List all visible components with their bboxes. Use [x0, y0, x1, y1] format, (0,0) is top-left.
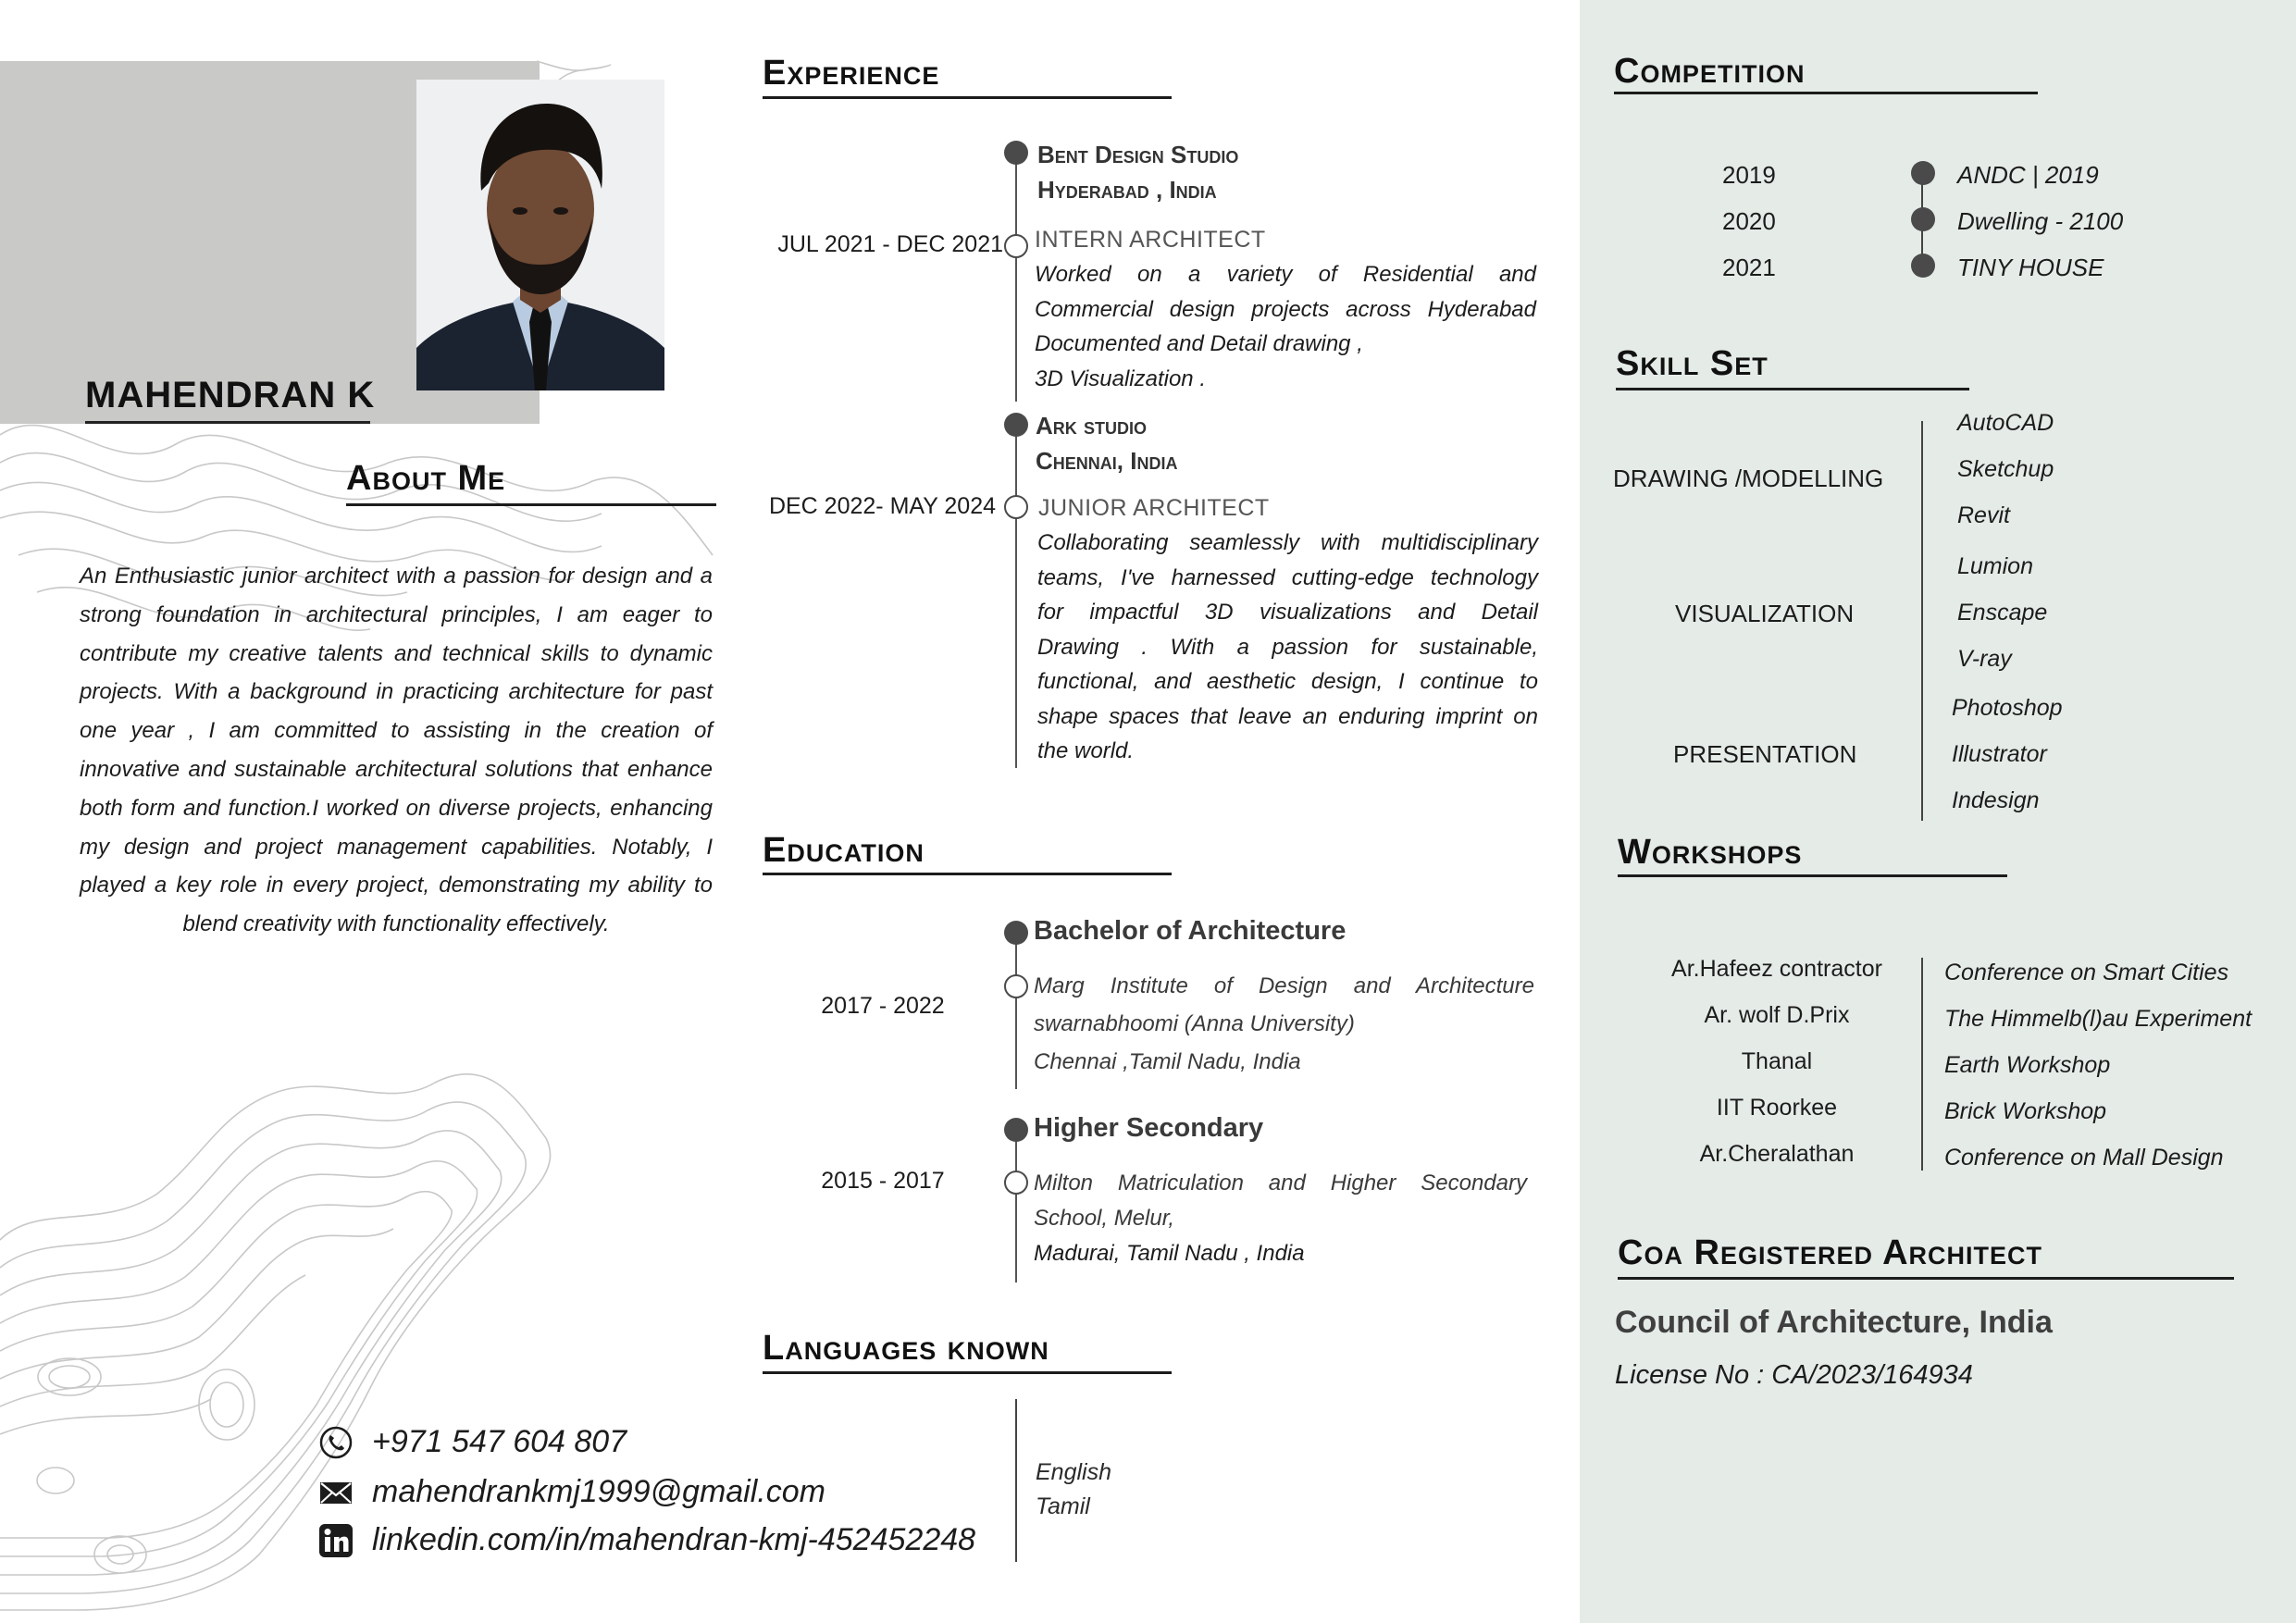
workshop-event: Conference on Mall Design — [1944, 1145, 2224, 1171]
skills-divider — [1921, 421, 1923, 821]
email-address[interactable]: mahendrankmj1999@gmail.com — [372, 1474, 825, 1509]
profile-name: MAHENDRAN K — [85, 375, 376, 415]
timeline-dot-open — [1004, 495, 1028, 519]
skill-item: Enscape — [1957, 600, 2048, 626]
workshop-host: Ar. wolf D.Prix — [1704, 1002, 1850, 1028]
experience-description — [1037, 526, 1538, 769]
education-underline — [763, 873, 1172, 875]
experience-firm: Bent Design Studio — [1037, 141, 1239, 168]
timeline-dot — [1911, 207, 1935, 231]
experience-firm: Ark studio — [1036, 412, 1147, 440]
languages-underline — [763, 1371, 1172, 1374]
experience-title: Experience — [763, 54, 940, 93]
experience-underline — [763, 96, 1172, 99]
timeline-dot-open — [1004, 974, 1028, 998]
skill-item: Lumion — [1957, 553, 2033, 579]
experience-date: JUL 2021 - DEC 2021 — [777, 231, 1003, 257]
about-title: About Me — [346, 459, 506, 498]
timeline-line — [1015, 930, 1017, 1089]
competition-underline — [1614, 92, 2038, 94]
language-item: English — [1036, 1459, 1111, 1485]
workshop-host: Ar.Cheralathan — [1699, 1141, 1855, 1167]
skill-category: VISUALIZATION — [1675, 600, 1855, 627]
experience-location: Chennai, India — [1036, 447, 1178, 475]
coa-underline — [1618, 1277, 2234, 1280]
education-line: Chennai ,Tamil Nadu, India — [1034, 1049, 1301, 1074]
skills-underline — [1616, 388, 1969, 390]
timeline-dot — [1911, 254, 1935, 278]
portrait-illustration — [416, 80, 664, 390]
skill-item: Illustrator — [1952, 741, 2047, 767]
experience-date: DEC 2022- MAY 2024 — [768, 493, 996, 519]
competition-name: TINY HOUSE — [1957, 254, 2104, 281]
education-years: 2015 - 2017 — [821, 1168, 945, 1194]
education-details — [1034, 967, 1534, 1081]
skill-category: DRAWING /MODELLING — [1613, 465, 1884, 492]
coa-title: Coa Registered Architect — [1618, 1233, 2043, 1272]
mail-icon — [318, 1475, 354, 1510]
workshops-title: Workshops — [1618, 833, 1803, 872]
education-degree: Higher Secondary — [1034, 1113, 1264, 1143]
workshop-event: Conference on Smart Cities — [1944, 960, 2229, 985]
skill-item: AutoCAD — [1957, 410, 2054, 436]
description-line: 3D Visualization . — [1035, 365, 1206, 391]
experience-location: Hyderabad , India — [1037, 176, 1217, 204]
phone-icon — [318, 1425, 354, 1460]
timeline-dot — [1004, 141, 1028, 165]
workshop-event: Earth Workshop — [1944, 1052, 2111, 1078]
skill-item: V-ray — [1957, 646, 2012, 672]
timeline-dot — [1004, 1118, 1028, 1142]
profile-photo — [416, 80, 664, 390]
contact-email[interactable] — [318, 1474, 825, 1510]
education-details — [1034, 1166, 1527, 1271]
experience-description — [1035, 257, 1536, 396]
contact-phone[interactable] — [318, 1424, 627, 1460]
education-degree: Bachelor of Architecture — [1034, 916, 1347, 946]
education-line: Madurai, Tamil Nadu , India — [1034, 1241, 1305, 1266]
skill-item: Revit — [1957, 502, 2010, 528]
phone-number[interactable]: +971 547 604 807 — [372, 1424, 627, 1459]
languages-title: Languages known — [763, 1329, 1049, 1368]
description-line: Documented and Detail drawing , — [1035, 331, 1363, 356]
description-line: the world. — [1037, 738, 1135, 763]
competition-name: Dwelling - 2100 — [1957, 207, 2124, 235]
description-line: Worked on a variety of Residential and — [1035, 262, 1536, 287]
education-title: Education — [763, 831, 925, 870]
experience-role: INTERN ARCHITECT — [1035, 227, 1266, 253]
timeline-line — [1015, 424, 1017, 768]
timeline-dot — [1911, 161, 1935, 185]
timeline-line — [1015, 152, 1017, 402]
education-line: Milton Matriculation and Higher Secondary — [1034, 1171, 1527, 1196]
language-item: Tamil — [1036, 1493, 1090, 1519]
workshops-underline — [1618, 874, 2007, 877]
timeline-dot — [1004, 413, 1028, 437]
coa-license: License No : CA/2023/164934 — [1615, 1360, 1973, 1390]
name-underline — [85, 421, 370, 424]
education-line: School, Melur, — [1034, 1206, 1175, 1231]
education-line: Marg Institute of Design and Architecture — [1034, 973, 1534, 998]
coa-organization: Council of Architecture, India — [1615, 1305, 2053, 1340]
workshop-host: IIT Roorkee — [1716, 1095, 1838, 1121]
timeline-line — [1015, 1129, 1017, 1282]
description-line: functional, and aesthetic design, I continue to — [1037, 669, 1538, 694]
timeline-dot — [1004, 921, 1028, 945]
description-line: Commercial design projects across Hyderabad — [1035, 296, 1536, 322]
competition-year: 2019 — [1722, 161, 1776, 189]
about-paragraph: An Enthusiastic junior architect with a passion for design and a strong foundation in architectural principles, I am eager to contribute my creative talents and technical skills to dynamic projects. With a background in practicing architecture for past one year , I am committed to assisting in the creation of innovative and sustainable architectural solutions that enhance both form and function.I worked on diverse projects, enhancing my design and project management capabilities. Notably, I played a key role in every project, demonstrating my ability to blend creativity with functionality effectively. — [80, 564, 713, 937]
description-line: Collaborating seamlessly with multidisciplinary — [1037, 530, 1538, 555]
languages-divider — [1015, 1399, 1017, 1562]
description-line: Drawing . With a passion for sustainable, — [1037, 634, 1538, 660]
timeline-dot-open — [1004, 1171, 1028, 1195]
workshops-divider — [1921, 958, 1923, 1171]
description-line: teams, I've harnessed cutting-edge technology — [1037, 564, 1538, 590]
competition-name: ANDC | 2019 — [1957, 161, 2099, 189]
competition-year: 2021 — [1722, 254, 1776, 281]
education-years: 2017 - 2022 — [821, 993, 945, 1019]
skill-item: Photoshop — [1952, 695, 2063, 721]
workshop-host: Thanal — [1741, 1048, 1813, 1074]
skill-item: Indesign — [1952, 787, 2040, 813]
contact-linkedin[interactable] — [318, 1522, 975, 1558]
workshop-event: Brick Workshop — [1944, 1098, 2107, 1124]
workshop-event: The Himmelb(l)au Experiment — [1944, 1006, 2253, 1032]
competition-title: Competition — [1614, 52, 1806, 91]
linkedin-url[interactable]: linkedin.com/in/mahendran-kmj-452452248 — [372, 1522, 976, 1557]
competition-year: 2020 — [1722, 207, 1776, 235]
about-underline — [346, 503, 716, 506]
timeline-dot-open — [1004, 234, 1028, 258]
description-line: shape spaces that leave an enduring imprint on — [1037, 703, 1538, 729]
description-line: for impactful 3D visualizations and Detail — [1037, 600, 1538, 625]
skill-category: PRESENTATION — [1673, 740, 1857, 768]
education-line: swarnabhoomi (Anna University) — [1034, 1011, 1355, 1036]
workshop-host: Ar.Hafeez contractor — [1671, 956, 1882, 982]
skill-item: Sketchup — [1957, 456, 2054, 482]
skills-title: Skill Set — [1616, 344, 1769, 383]
experience-role: JUNIOR ARCHITECT — [1038, 495, 1270, 521]
linkedin-icon — [318, 1523, 354, 1558]
